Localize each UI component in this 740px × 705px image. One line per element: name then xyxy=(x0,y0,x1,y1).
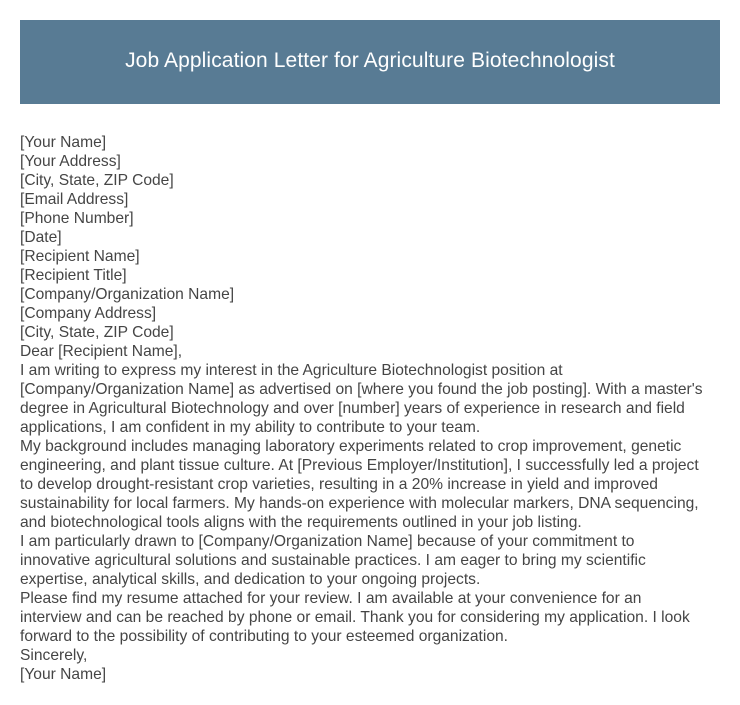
closing: Sincerely, xyxy=(20,647,88,664)
paragraph-intro xyxy=(20,361,725,437)
paragraph-line: forward to the possibility of contributing to your esteemed organization. xyxy=(20,628,509,645)
sender-phone: [Phone Number] xyxy=(20,210,134,227)
sender-email: [Email Address] xyxy=(20,191,129,208)
recipient-company: [Company/Organization Name] xyxy=(20,286,235,303)
paragraph-line: [Company/Organization Name] as advertised on [where you found the job posting]. With a master's xyxy=(20,381,703,398)
letter-body xyxy=(20,133,725,684)
recipient-address: [Company Address] xyxy=(20,305,157,322)
recipient-block xyxy=(20,247,725,342)
page-header xyxy=(20,20,720,104)
paragraph-line: interview and can be reached by phone or email. Thank you for considering my application. I look xyxy=(20,609,690,626)
sender-name: [Your Name] xyxy=(20,134,107,151)
signature: [Your Name] xyxy=(20,666,107,683)
salutation: Dear [Recipient Name], xyxy=(20,343,183,360)
recipient-city-state-zip: [City, State, ZIP Code] xyxy=(20,324,174,341)
paragraph-line: sustainability for local farmers. My hands-on experience with molecular markers, DNA sequencing, xyxy=(20,495,699,512)
page-title: Job Application Letter for Agriculture Biotechnologist xyxy=(125,49,615,72)
sender-block xyxy=(20,133,725,247)
paragraph-line: I am writing to express my interest in the Agriculture Biotechnologist position at xyxy=(20,362,563,379)
letter-date: [Date] xyxy=(20,229,62,246)
paragraph-line: engineering, and plant tissue culture. At [Previous Employer/Institution], I successfully led a project xyxy=(20,457,699,474)
sender-city-state-zip: [City, State, ZIP Code] xyxy=(20,172,174,189)
paragraph-line: and biotechnological tools aligns with the requirements outlined in your job listing. xyxy=(20,514,582,531)
paragraph-background xyxy=(20,437,725,532)
paragraph-closing xyxy=(20,589,725,646)
paragraph-line: I am particularly drawn to [Company/Organization Name] because of your commitment to xyxy=(20,533,635,550)
paragraph-line: expertise, analytical skills, and dedication to your ongoing projects. xyxy=(20,571,481,588)
paragraph-line: Please find my resume attached for your review. I am available at your convenience for an xyxy=(20,590,642,607)
paragraph-motivation xyxy=(20,532,725,589)
sender-address: [Your Address] xyxy=(20,153,121,170)
paragraph-line: My background includes managing laboratory experiments related to crop improvement, genetic xyxy=(20,438,682,455)
recipient-name: [Recipient Name] xyxy=(20,248,140,265)
paragraph-line: innovative agricultural solutions and sustainable practices. I am eager to bring my scientific xyxy=(20,552,646,569)
paragraph-line: degree in Agricultural Biotechnology and over [number] years of experience in research and field xyxy=(20,400,685,417)
paragraph-line: applications, I am confident in my ability to contribute to your team. xyxy=(20,419,481,436)
paragraph-line: to develop drought-resistant crop varieties, resulting in a 20% increase in yield and improved xyxy=(20,476,658,493)
recipient-title: [Recipient Title] xyxy=(20,267,127,284)
